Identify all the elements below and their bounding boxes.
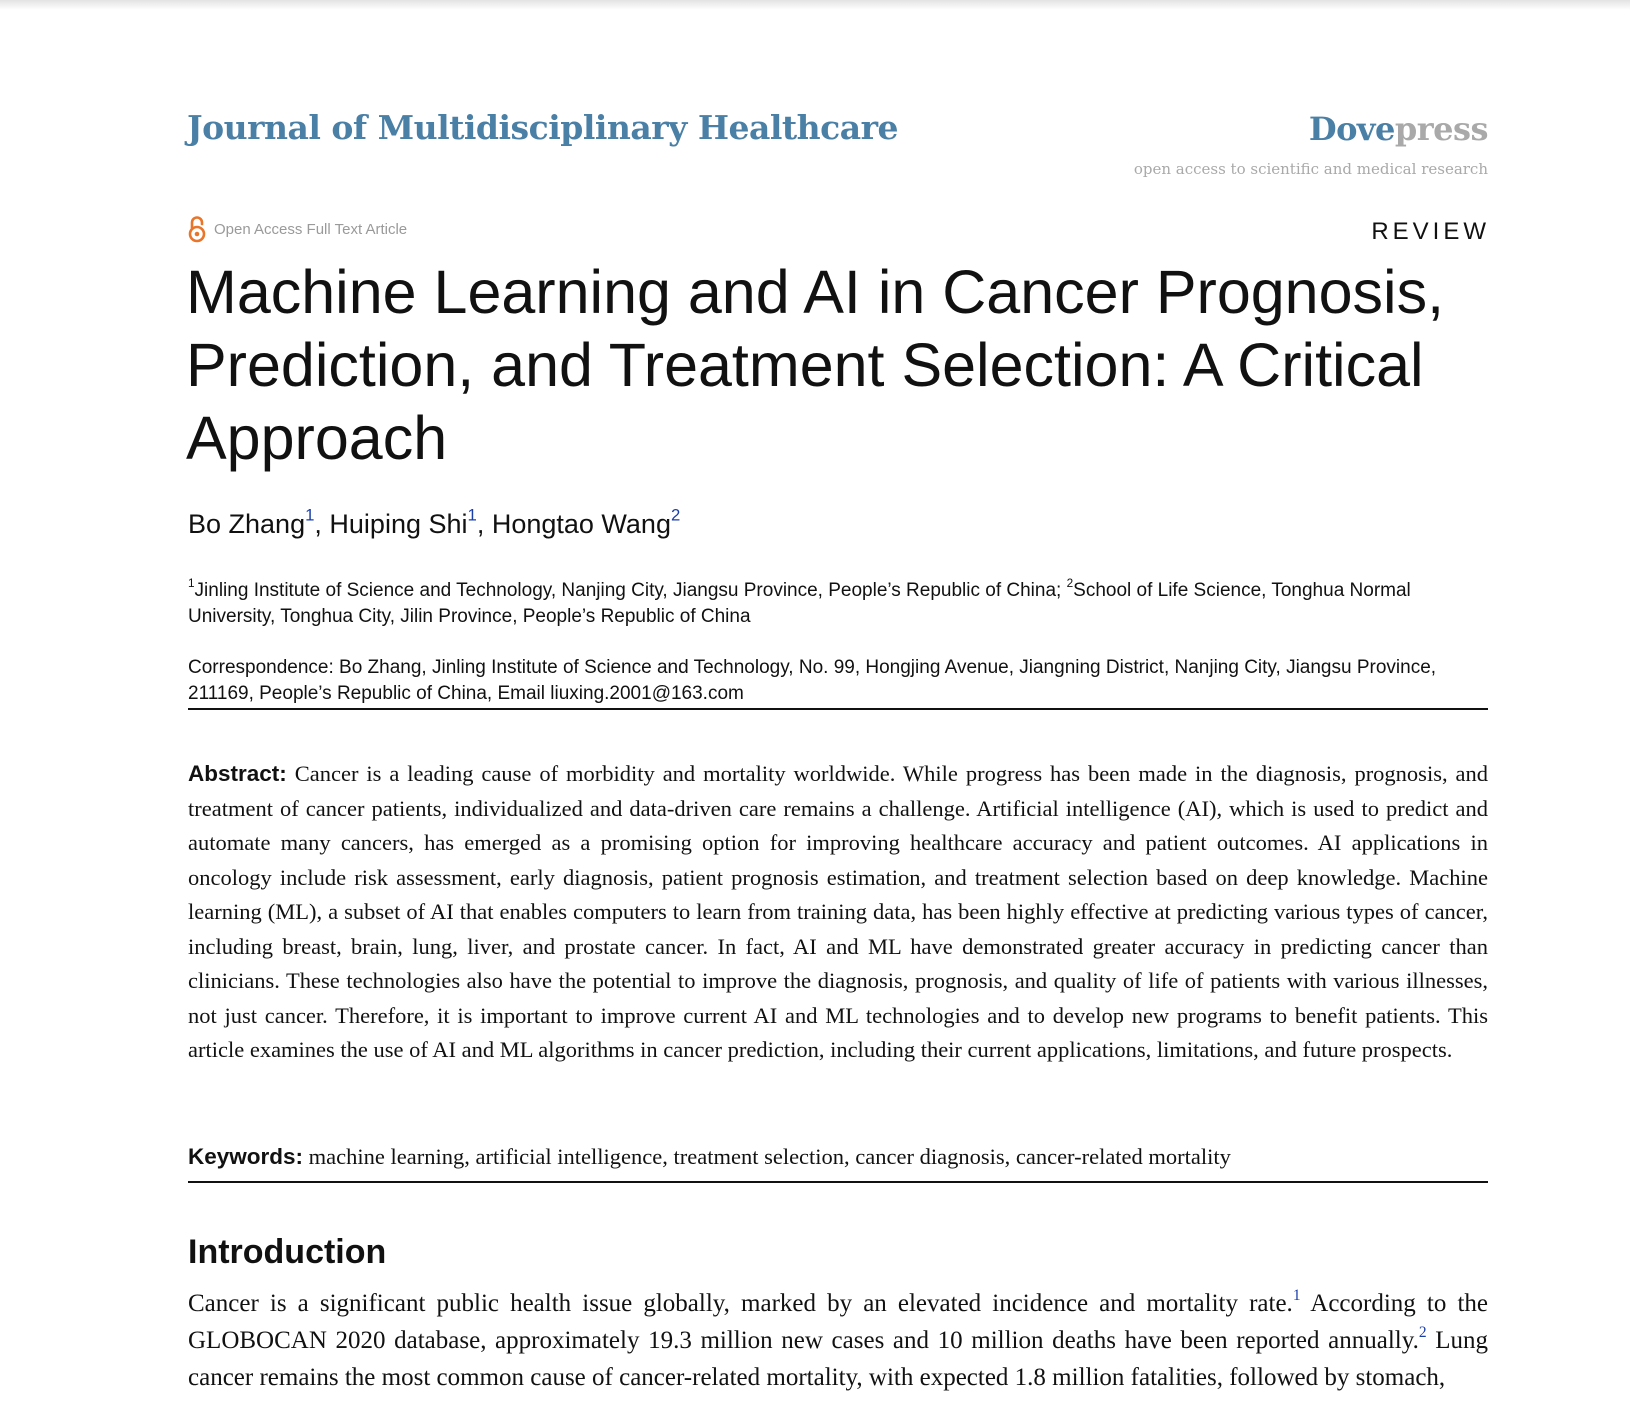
author-affiliation-ref[interactable]: 2 bbox=[670, 505, 681, 525]
affiliation-text: Jinling Institute of Science and Technology, Nanjing City, Jiangsu Province, People’s Republic of China; bbox=[194, 580, 1067, 601]
author-list bbox=[188, 505, 681, 540]
intro-text: According to the GLOBOCAN 2020 database, approximately 19.3 million new cases and 10 million deaths have been reported annually. bbox=[188, 1290, 1488, 1354]
section-heading-introduction: Introduction bbox=[188, 1233, 387, 1271]
affiliation-number: 2 bbox=[1066, 577, 1074, 591]
publisher-logo bbox=[1309, 110, 1488, 148]
intro-text: Lung cancer remains the most common cause of cancer-related mortality, with expected 1.8 million fatalities, followed by stomach, bbox=[188, 1327, 1488, 1391]
abstract-paragraph bbox=[188, 757, 1488, 1068]
citation-link[interactable]: 1 bbox=[1292, 1287, 1301, 1305]
keywords-line bbox=[188, 1142, 1488, 1172]
introduction-paragraph bbox=[188, 1285, 1488, 1396]
publisher-tagline: open access to scientific and medical research bbox=[1133, 160, 1488, 178]
affiliation-number: 1 bbox=[188, 577, 195, 591]
divider-bottom bbox=[188, 1181, 1488, 1183]
article-title: Machine Learning and AI in Cancer Prognosis, Prediction, and Treatment Selection: A Critical Approach bbox=[186, 258, 1445, 472]
intro-text: Cancer is a significant public health issue globally, marked by an elevated incidence and mortality rate. bbox=[188, 1290, 1293, 1317]
article-type: REVIEW bbox=[1371, 218, 1490, 245]
publisher-logo-dove: Dove bbox=[1308, 110, 1395, 148]
abstract-text: Cancer is a leading cause of morbidity and mortality worldwide. While progress has been made in the diagnosis, prognosis, and treatment of cancer patients, individualized and data-driven care remains a challenge. Artificial intelligence (AI), which is used to predict and automate many cancers, has emerged as a promising option for improving healthcare accuracy and patient outcomes. AI applications in oncology include risk assessment, early diagnosis, patient prognosis estimation, and treatment selection based on deep knowledge. Machine learning (ML), a subset of AI that enables computers to learn from training data, has been highly effective at predicting various types of cancer, including breast, brain, lung, liver, and prostate cancer. In fact, AI and ML have demonstrated greater accuracy in predicting cancer than clinicians. These technologies also have the potential to improve the diagnosis, prognosis, and quality of life of patients with various illnesses, not just cancer. Therefore, it is important to improve current AI and ML technologies and to develop new programs to benefit patients. This article examines the use of AI and ML algorithms in cancer prediction, including their current applications, limitations, and future prospects. bbox=[188, 761, 1488, 1062]
journal-name: Journal of Multidisciplinary Healthcare bbox=[187, 108, 899, 147]
citation-link[interactable]: 2 bbox=[1418, 1324, 1427, 1342]
author-name: Hongtao Wang bbox=[491, 509, 671, 539]
author-affiliation-ref[interactable]: 1 bbox=[467, 505, 477, 525]
open-access-label: Open Access Full Text Article bbox=[214, 220, 408, 238]
author-affiliation-ref[interactable]: 1 bbox=[305, 505, 315, 525]
correspondence: Correspondence: Bo Zhang, Jinling Institute of Science and Technology, No. 99, Hongjing Avenue, Jiangning District, Nanjing City, Jiangsu Province, 211169, People’s Republic of China, Email liuxing.2001@163.com bbox=[188, 657, 1437, 704]
author-separator: , bbox=[314, 509, 330, 539]
author-name: Bo Zhang bbox=[188, 509, 306, 539]
keywords-label: Keywords: bbox=[188, 1144, 304, 1169]
open-access-badge bbox=[187, 215, 407, 243]
divider-top bbox=[188, 708, 1488, 710]
keywords-text: machine learning, artificial intelligence, treatment selection, cancer diagnosis, cancer-related mortality bbox=[308, 1144, 1231, 1169]
affiliations bbox=[188, 578, 1488, 630]
author-separator: , bbox=[476, 509, 492, 539]
abstract-label: Abstract: bbox=[188, 761, 287, 786]
viewer-top-shadow bbox=[0, 0, 1630, 10]
author-name: Huiping Shi bbox=[329, 509, 468, 539]
open-access-lock-icon bbox=[187, 215, 207, 243]
publisher-logo-press: press bbox=[1394, 110, 1488, 148]
affiliation-text: School of Life Science, Tonghua Normal University, Tonghua City, Jilin Province, People’s Republic of China bbox=[188, 580, 1411, 627]
